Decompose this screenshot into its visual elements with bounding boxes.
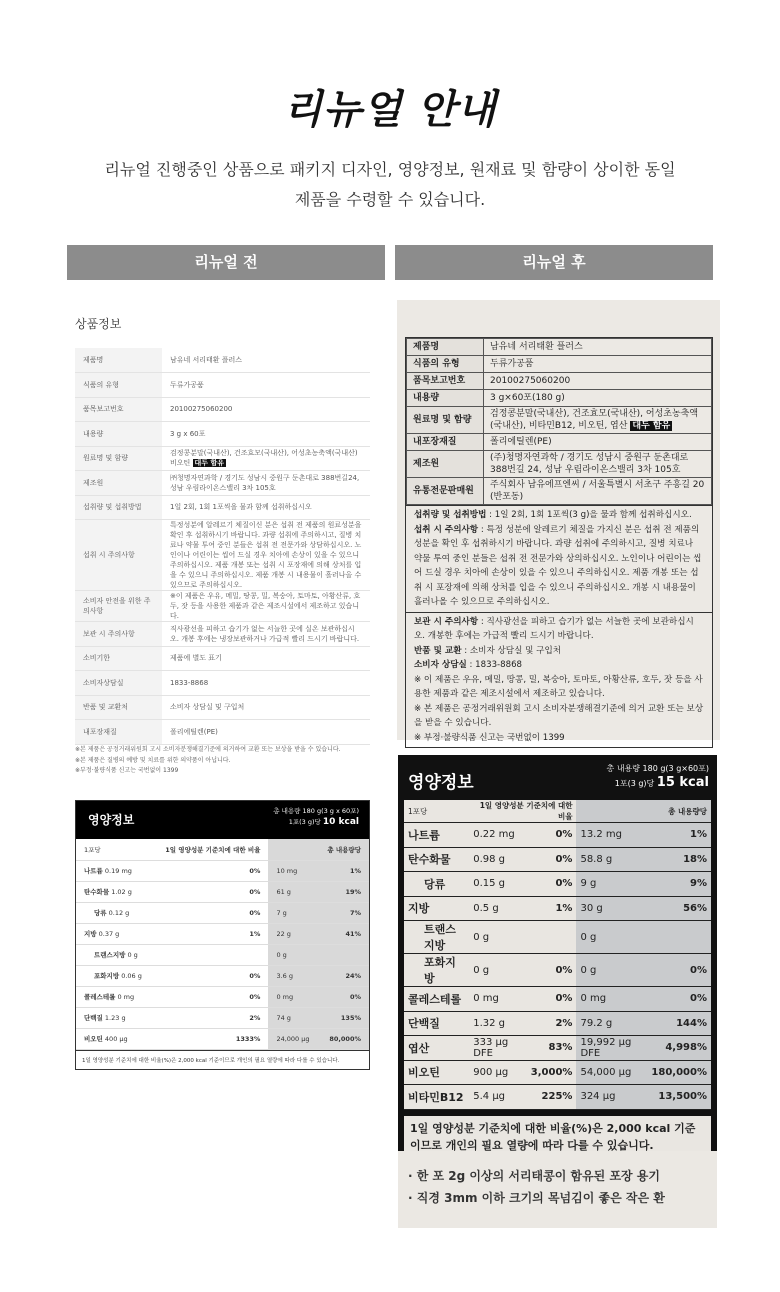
nutrient-name: 탄수화물 bbox=[404, 847, 469, 872]
nutrient-amount: 1.02 g bbox=[111, 888, 132, 896]
total-amount: 13.2 mg bbox=[576, 823, 647, 848]
total-amount: 61 g bbox=[268, 881, 319, 902]
nutrient-label: 비오틴 bbox=[84, 1035, 103, 1043]
daily-value-percent: 0% bbox=[153, 986, 269, 1007]
row-label: 품목보고번호 bbox=[75, 397, 162, 422]
row-label: 반품 및 교환처 bbox=[75, 695, 162, 720]
instruction-label: 보관 시 주의사항 bbox=[414, 616, 479, 627]
nutrient-name: 엽산 bbox=[404, 1036, 469, 1061]
instruction-text: : 소비자 상담실 및 구입처 bbox=[461, 645, 562, 656]
nutrient-amount: 0.22 mg bbox=[469, 823, 526, 848]
total-percent: 4,998% bbox=[647, 1036, 711, 1061]
total-percent: 0% bbox=[319, 986, 369, 1007]
before-product-info-table bbox=[75, 348, 370, 745]
instruction-line bbox=[414, 523, 704, 610]
value-text: ※이 제품은 우유, 메밀, 땅콩, 밀, 복숭아, 토마토, 아황산류, 호두, 잣 등을 사용한 제품과 같은 제조시설에서 제조하고 있습니다. bbox=[170, 592, 361, 620]
total-amount: 0 g bbox=[268, 944, 319, 965]
per-serving-header: 1포당 bbox=[76, 839, 153, 860]
daily-value-percent: 0% bbox=[526, 872, 576, 897]
total-amount: 0 g bbox=[576, 921, 647, 954]
total-header: 총 내용량당 bbox=[576, 800, 711, 823]
nutrient-amount: 0.98 g bbox=[469, 847, 526, 872]
row-value bbox=[162, 720, 370, 745]
nutrient-row bbox=[404, 872, 711, 897]
daily-value-percent: 2% bbox=[526, 1011, 576, 1036]
value-text: 주식회사 남유에프엔씨 / 서울특별시 서초구 주흥길 20 (반포동) bbox=[490, 480, 705, 502]
nutrient-name bbox=[76, 881, 153, 902]
total-percent: 0% bbox=[647, 954, 711, 987]
total-amount: 74 g bbox=[268, 1007, 319, 1028]
table-row bbox=[75, 646, 370, 671]
value-text: 두류가공품 bbox=[490, 359, 534, 369]
row-label: 제조원 bbox=[75, 471, 162, 496]
nutrient-label: 지방 bbox=[84, 930, 97, 938]
row-value bbox=[484, 373, 712, 390]
total-percent: 18% bbox=[647, 847, 711, 872]
total-percent: 19% bbox=[319, 881, 369, 902]
nutrition-total: 총 내용량 180 g(3 g×60포) bbox=[606, 764, 709, 773]
nutrition-per: 1포(3 g)당 bbox=[614, 779, 655, 788]
nutrient-amount: 0.06 g bbox=[121, 972, 142, 980]
table-row bbox=[75, 471, 370, 496]
row-label: 유통전문판매원 bbox=[407, 478, 484, 505]
daily-value-percent bbox=[526, 921, 576, 954]
table-row bbox=[75, 348, 370, 373]
row-label: 식품의 유형 bbox=[75, 373, 162, 398]
instruction-text: ※ 이 제품은 우유, 메밀, 땅콩, 밀, 복숭아, 토마토, 아황산류, 호두, 잣 등을 사용한 제품과 같은 제조시설에서 제조하고 있습니다. bbox=[414, 674, 703, 699]
instruction-line bbox=[414, 644, 704, 659]
table-row bbox=[407, 478, 712, 505]
total-amount: 324 μg bbox=[576, 1085, 647, 1110]
daily-value-percent: 225% bbox=[526, 1085, 576, 1110]
value-text: 남유네 서리태환 플러스 bbox=[170, 356, 243, 364]
row-value bbox=[484, 407, 712, 434]
nutrient-amount: 0 g bbox=[469, 954, 526, 987]
daily-value-percent: 2% bbox=[153, 1007, 269, 1028]
row-label: 원료명 및 함량 bbox=[407, 407, 484, 434]
row-value bbox=[484, 478, 712, 505]
table-row bbox=[407, 451, 712, 478]
table-row bbox=[75, 495, 370, 520]
total-percent bbox=[647, 921, 711, 954]
row-value bbox=[162, 671, 370, 696]
row-value bbox=[162, 471, 370, 496]
nutrient-amount: 333 μg DFE bbox=[469, 1036, 526, 1061]
nutrient-label: 콜레스테롤 bbox=[84, 993, 116, 1001]
instruction-line bbox=[414, 508, 704, 523]
page-title: 리뉴얼 안내 bbox=[283, 87, 497, 133]
row-label: 내용량 bbox=[75, 422, 162, 447]
total-amount: 19,992 μg DFE bbox=[576, 1036, 647, 1061]
row-label: 보관 시 주의사항 bbox=[75, 622, 162, 647]
table-row bbox=[75, 520, 370, 591]
instruction-text: : 직사광선을 피하고 습기가 없는 서늘한 곳에 보관하십시오. 개봉한 후에는 가급적 빨리 드시기 바랍니다. bbox=[414, 616, 694, 641]
row-value bbox=[162, 422, 370, 447]
nutrient-name: 트랜스지방 bbox=[404, 921, 469, 954]
daily-value-header: 1일 영양성분 기준치에 대한 비율 bbox=[469, 800, 576, 823]
nutrient-row bbox=[404, 987, 711, 1012]
instruction-text: ※ 본 제품은 공정거래위원회 고시 소비자분쟁해결기준에 의거 교환 또는 보상을 받을 수 있습니다. bbox=[414, 703, 704, 728]
total-amount: 0 mg bbox=[576, 987, 647, 1012]
table-row bbox=[75, 671, 370, 696]
nutrient-name bbox=[76, 965, 153, 986]
nutrient-row bbox=[404, 823, 711, 848]
nutrient-amount: 0.37 g bbox=[98, 930, 120, 938]
daily-value-percent: 1333% bbox=[153, 1028, 269, 1049]
instruction-text: : 1일 2회, 1회 1포씩(3 g)을 물과 함께 섭취하십시오. bbox=[486, 510, 692, 520]
total-percent: 7% bbox=[319, 902, 369, 923]
nutrition-header bbox=[404, 762, 711, 800]
instruction-label: 섭취량 및 섭취방법 bbox=[414, 510, 487, 520]
after-instructions bbox=[405, 505, 713, 748]
row-value bbox=[162, 695, 370, 720]
row-label: 제조원 bbox=[407, 451, 484, 478]
nutrient-name: 포화지방 bbox=[404, 954, 469, 987]
instruction-label: 섭취 시 주의사항 bbox=[414, 524, 479, 535]
nutrition-footer: 1일 영양성분 기준치에 대한 비율(%)은 2,000 kcal 기준이므로 개인의 필요 열량에 따라 다를 수 있습니다. bbox=[404, 1116, 711, 1158]
nutrition-header-row bbox=[76, 839, 369, 860]
nutrient-row bbox=[404, 896, 711, 921]
table-row bbox=[407, 356, 712, 373]
total-percent: 144% bbox=[647, 1011, 711, 1036]
daily-value-percent: 0% bbox=[153, 902, 269, 923]
value-text: 검정콩분말(국내산), 건조효모(국내산), 어성초농축액(국내산) 비오틴 bbox=[170, 449, 358, 468]
daily-value-percent: 0% bbox=[153, 860, 269, 881]
nutrient-row bbox=[404, 1011, 711, 1036]
total-percent: 135% bbox=[319, 1007, 369, 1028]
value-text: 검정콩분말(국내산), 건조효모(국내산), 어성초농축액(국내산), 비타민B12, 비오틴, 엽산 bbox=[490, 409, 699, 431]
instruction-line bbox=[414, 702, 704, 731]
per-serving-header: 1포당 bbox=[404, 800, 469, 823]
total-amount: 9 g bbox=[576, 872, 647, 897]
row-value bbox=[162, 495, 370, 520]
total-percent: 1% bbox=[319, 860, 369, 881]
nutrient-row bbox=[76, 881, 369, 902]
value-text: 직사광선을 피하고 습기가 없는 서늘한 곳에 실온 보관하십시오. 개봉 후에는 냉장보관하거나 가급적 빨리 드시기 바랍니다. bbox=[170, 624, 360, 643]
nutrition-header bbox=[76, 801, 369, 839]
daily-value-percent: 0% bbox=[153, 881, 269, 902]
note-line: ※본 제품은 질병의 예방 및 치료를 위한 의약품이 아닙니다. bbox=[75, 756, 231, 764]
nutrient-row bbox=[76, 860, 369, 881]
value-text: 1833-8868 bbox=[170, 678, 209, 687]
nutrient-amount: 1.23 g bbox=[104, 1014, 126, 1022]
instruction-text: ※ 부정·불량식품 신고는 국번없이 1399 bbox=[414, 732, 565, 743]
nutrient-row bbox=[76, 965, 369, 986]
nutrient-amount: 900 μg bbox=[469, 1060, 526, 1085]
row-label: 원료명 및 함량 bbox=[75, 446, 162, 471]
daily-value-percent: 1% bbox=[153, 923, 269, 944]
nutrient-row bbox=[404, 1060, 711, 1085]
table-row bbox=[407, 434, 712, 451]
nutrition-kcal: 10 kcal bbox=[322, 817, 359, 827]
nutrient-name: 나트륨 bbox=[404, 823, 469, 848]
nutrient-row bbox=[404, 1036, 711, 1061]
value-text: 폴리에틸렌(PE) bbox=[490, 437, 552, 447]
row-label: 내용량 bbox=[407, 390, 484, 407]
total-amount: 0 g bbox=[576, 954, 647, 987]
nutrient-name bbox=[76, 923, 153, 944]
nutrient-row bbox=[76, 902, 369, 923]
nutrient-amount: 400 μg bbox=[104, 1035, 128, 1043]
table-row bbox=[75, 695, 370, 720]
nutrient-amount: 0 mg bbox=[469, 987, 526, 1012]
note-line: ※본 제품은 공정거래위원회 고시 소비자분쟁해결기준에 의거하여 교환 또는 보상을 받을 수 있습니다. bbox=[75, 746, 341, 753]
nutrient-name bbox=[76, 902, 153, 923]
total-amount: 30 g bbox=[576, 896, 647, 921]
before-notes bbox=[75, 745, 341, 777]
nutrient-name: 당류 bbox=[404, 872, 469, 897]
row-value bbox=[162, 397, 370, 422]
nutrient-label: 탄수화물 bbox=[84, 888, 110, 896]
instruction-line bbox=[414, 615, 704, 644]
value-text: 1일 2회, 1회 1포씩을 물과 함께 섭취하십시오 bbox=[170, 503, 312, 512]
total-percent bbox=[319, 944, 369, 965]
row-value bbox=[484, 356, 712, 373]
daily-value-percent: 0% bbox=[526, 823, 576, 848]
nutrient-name: 콜레스테롤 bbox=[404, 987, 469, 1012]
row-value bbox=[484, 390, 712, 407]
total-percent: 1% bbox=[647, 823, 711, 848]
instruction-line bbox=[414, 731, 704, 746]
nutrient-row bbox=[404, 1085, 711, 1110]
nutrient-name bbox=[76, 1007, 153, 1028]
row-label: 소비자상담실 bbox=[75, 671, 162, 696]
row-label: 품목보고번호 bbox=[407, 373, 484, 390]
daily-value-percent: 3,000% bbox=[526, 1060, 576, 1085]
value-text: 특정성분에 알레르기 체질이신 분은 섭취 전 제품의 원료성분을 확인 후 섭취하시기 바랍니다. 과량 섭취에 주의하시고, 질병 치료나 약물 투여 중인 분들은 섭취 전 전문가와 상담하십시오. 노인이나 어린이는 씹어 드실 경우 치아에 손상이 있을 수 있으니 주의하십시오. 제품 개봉 또는 섭취 시 포장재에 의해 상처를 입을 수 있으니 주의하십시오. 제품 개봉 시 내용물이 흘러나올 수 있으므로 주의하십시오. bbox=[170, 521, 362, 589]
total-amount: 10 mg bbox=[268, 860, 319, 881]
subtitle-line-2: 제품을 수령할 수 있습니다. bbox=[294, 190, 486, 209]
row-value bbox=[162, 520, 370, 591]
nutrient-amount: 0.19 mg bbox=[104, 867, 132, 875]
row-label: 내포장재질 bbox=[407, 434, 484, 451]
value-text: 20100275060200 bbox=[490, 376, 571, 386]
before-renewal-header: 리뉴얼 전 bbox=[67, 245, 385, 280]
nutrient-row bbox=[404, 954, 711, 987]
value-text: 두류가공품 bbox=[170, 380, 204, 389]
nutrient-amount: 0.15 g bbox=[469, 872, 526, 897]
value-text: 3 g×60포(180 g) bbox=[490, 393, 565, 403]
row-value bbox=[484, 339, 712, 356]
total-header: 총 내용량당 bbox=[268, 839, 369, 860]
nutrient-label: 나트륨 bbox=[84, 867, 103, 875]
value-text: 폴리에틸렌(PE) bbox=[170, 727, 218, 736]
daily-value-percent: 0% bbox=[526, 847, 576, 872]
table-row bbox=[75, 397, 370, 422]
daily-value-percent bbox=[153, 944, 269, 965]
instruction-line bbox=[414, 658, 704, 673]
row-label: 식품의 유형 bbox=[407, 356, 484, 373]
row-label: 제품명 bbox=[75, 348, 162, 373]
total-percent: 180,000% bbox=[647, 1060, 711, 1085]
total-percent: 9% bbox=[647, 872, 711, 897]
nutrient-row bbox=[76, 1007, 369, 1028]
total-amount: 58.8 g bbox=[576, 847, 647, 872]
instruction-section bbox=[406, 612, 712, 748]
nutrient-row bbox=[404, 921, 711, 954]
nutrient-amount: 0 g bbox=[469, 921, 526, 954]
before-nutrition-panel bbox=[75, 800, 370, 1070]
row-value bbox=[162, 591, 370, 622]
daily-value-header: 1일 영양성분 기준치에 대한 비율 bbox=[153, 839, 269, 860]
total-percent: 13,500% bbox=[647, 1085, 711, 1110]
after-product-info-table bbox=[405, 337, 713, 506]
allergen-badge: 대두 함유 bbox=[632, 421, 671, 431]
total-amount: 7 g bbox=[268, 902, 319, 923]
product-info-title: 상품정보 bbox=[75, 317, 122, 331]
nutrient-name bbox=[76, 860, 153, 881]
value-text: 남유네 서리태환 플러스 bbox=[490, 342, 583, 352]
nutrient-amount: 1.32 g bbox=[469, 1011, 526, 1036]
allergen-badge: 대두 함유 bbox=[194, 459, 225, 468]
daily-value-percent: 83% bbox=[526, 1036, 576, 1061]
total-amount: 79.2 g bbox=[576, 1011, 647, 1036]
nutrition-title: 영양정보 bbox=[88, 813, 135, 827]
total-percent: 0% bbox=[647, 987, 711, 1012]
total-percent: 24% bbox=[319, 965, 369, 986]
table-row bbox=[75, 622, 370, 647]
note-line: ※부정·불량식품 신고는 국번없이 1399 bbox=[75, 767, 179, 774]
value-text: 제품에 별도 표기 bbox=[170, 654, 222, 663]
row-label: 섭취 시 주의사항 bbox=[75, 520, 162, 591]
nutrient-label: 트랜스지방 bbox=[94, 951, 126, 959]
row-value bbox=[162, 373, 370, 398]
daily-value-percent: 0% bbox=[526, 954, 576, 987]
nutrition-kcal: 15 kcal bbox=[656, 775, 709, 790]
nutrition-total: 총 내용량 180 g(3 g x 60포) bbox=[273, 807, 359, 815]
instruction-text: : 특정 성분에 알레르기 체질을 가지신 분은 섭취 전 제품의 성분을 확인 후 섭취하시기 바랍니다. 과량 섭취에 주의하시고, 질병 치료나 약물 투여 중인 분들은 섭취 전 전문가와 상의하십시오. 노인이나 어린이는 씹어 드실 경우 치아에 손상이 있을 수 있으니 주의하십시오. 제품 개봉 또는 섭취 시 포장재에 의해 상처를 입을 수 있으니 주의하십시오. 개봉 시 내용물이 흘러나올 수 있으므로 주의하십시오. bbox=[414, 524, 702, 607]
nutrient-name: 단백질 bbox=[404, 1011, 469, 1036]
nutrient-row bbox=[76, 944, 369, 965]
table-row bbox=[75, 446, 370, 471]
after-renewal-header: 리뉴얼 후 bbox=[395, 245, 713, 280]
nutrient-name: 지방 bbox=[404, 896, 469, 921]
bullet-item: · 직경 3mm 이하 크기의 목넘김이 좋은 작은 환 bbox=[408, 1191, 665, 1205]
daily-value-percent: 0% bbox=[153, 965, 269, 986]
nutrient-amount: 0.12 g bbox=[108, 909, 130, 917]
after-nutrition-panel bbox=[398, 755, 717, 1151]
nutrient-name: 비오틴 bbox=[404, 1060, 469, 1085]
nutrient-row bbox=[76, 923, 369, 944]
nutrient-name: 비타민B12 bbox=[404, 1085, 469, 1110]
total-amount: 24,000 μg bbox=[268, 1028, 319, 1049]
row-value bbox=[484, 451, 712, 478]
row-value bbox=[162, 622, 370, 647]
value-text: 20100275060200 bbox=[170, 405, 233, 414]
instruction-label: 소비자 상담실 bbox=[414, 660, 467, 670]
nutrient-amount: 0.5 g bbox=[469, 896, 526, 921]
feature-bullets bbox=[398, 1151, 717, 1228]
nutrition-title: 영양정보 bbox=[408, 773, 474, 793]
row-label: 내포장재질 bbox=[75, 720, 162, 745]
row-label: 섭취량 및 섭취방법 bbox=[75, 495, 162, 520]
nutrient-label: 포화지방 bbox=[94, 972, 120, 980]
instruction-text: : 1833-8868 bbox=[466, 660, 523, 670]
instruction-label: 반품 및 교환 bbox=[414, 645, 462, 656]
nutrient-amount: 5.4 μg bbox=[469, 1085, 526, 1110]
nutrient-name bbox=[76, 1028, 153, 1049]
table-row bbox=[407, 373, 712, 390]
value-text: ㈜청명자연과학 / 경기도 성남시 중원구 둔촌대로 388번길24, 성남 우림라이온스밸리 3차 105호 bbox=[170, 473, 360, 492]
nutrient-row bbox=[76, 986, 369, 1007]
instruction-section bbox=[406, 505, 712, 612]
total-percent: 41% bbox=[319, 923, 369, 944]
value-text: 3 g x 60포 bbox=[170, 429, 206, 438]
table-row bbox=[75, 591, 370, 622]
nutrition-footer: 1일 영양성분 기준치에 대한 비율(%)은 2,000 kcal 기준이므로 개인의 필요 열량에 따라 다를 수 있습니다. bbox=[76, 1050, 369, 1069]
nutrient-amount: 0 g bbox=[127, 951, 138, 959]
row-value bbox=[484, 434, 712, 451]
total-amount: 0 mg bbox=[268, 986, 319, 1007]
table-row bbox=[407, 339, 712, 356]
table-row bbox=[407, 390, 712, 407]
total-amount: 54,000 μg bbox=[576, 1060, 647, 1085]
row-value bbox=[162, 446, 370, 471]
subtitle-line-1: 리뉴얼 진행중인 상품으로 패키지 디자인, 영양정보, 원재료 및 함량이 상이한 동일 bbox=[104, 160, 676, 179]
daily-value-percent: 0% bbox=[526, 987, 576, 1012]
nutrition-header-row bbox=[404, 800, 711, 823]
value-text: 소비자 상담실 및 구입처 bbox=[170, 703, 245, 712]
nutrient-name bbox=[76, 986, 153, 1007]
nutrient-row bbox=[404, 847, 711, 872]
total-amount: 22 g bbox=[268, 923, 319, 944]
value-text: (주)청명자연과학 / 경기도 성남시 중원구 둔촌대로 388번길 24, 성남 우림라이온스밸리 3차 105호 bbox=[490, 453, 689, 475]
nutrient-label: 단백질 bbox=[84, 1014, 103, 1022]
table-row bbox=[75, 422, 370, 447]
total-amount: 3.6 g bbox=[268, 965, 319, 986]
instruction-line bbox=[414, 673, 704, 702]
nutrient-amount: 0 mg bbox=[117, 993, 135, 1001]
row-label: 소비기한 bbox=[75, 646, 162, 671]
row-label: 소비자 안전을 위한 주의사항 bbox=[75, 591, 162, 622]
bullet-item: · 한 포 2g 이상의 서리태콩이 함유된 포장 용기 bbox=[408, 1169, 660, 1183]
nutrient-name bbox=[76, 944, 153, 965]
row-value bbox=[162, 348, 370, 373]
total-percent: 80,000% bbox=[319, 1028, 369, 1049]
nutrition-per: 1포(3 g)당 bbox=[288, 818, 321, 826]
table-row bbox=[75, 720, 370, 745]
total-percent: 56% bbox=[647, 896, 711, 921]
nutrient-label: 당류 bbox=[94, 909, 107, 917]
table-row bbox=[75, 373, 370, 398]
row-label: 제품명 bbox=[407, 339, 484, 356]
row-value bbox=[162, 646, 370, 671]
table-row bbox=[407, 407, 712, 434]
nutrient-row bbox=[76, 1028, 369, 1049]
daily-value-percent: 1% bbox=[526, 896, 576, 921]
